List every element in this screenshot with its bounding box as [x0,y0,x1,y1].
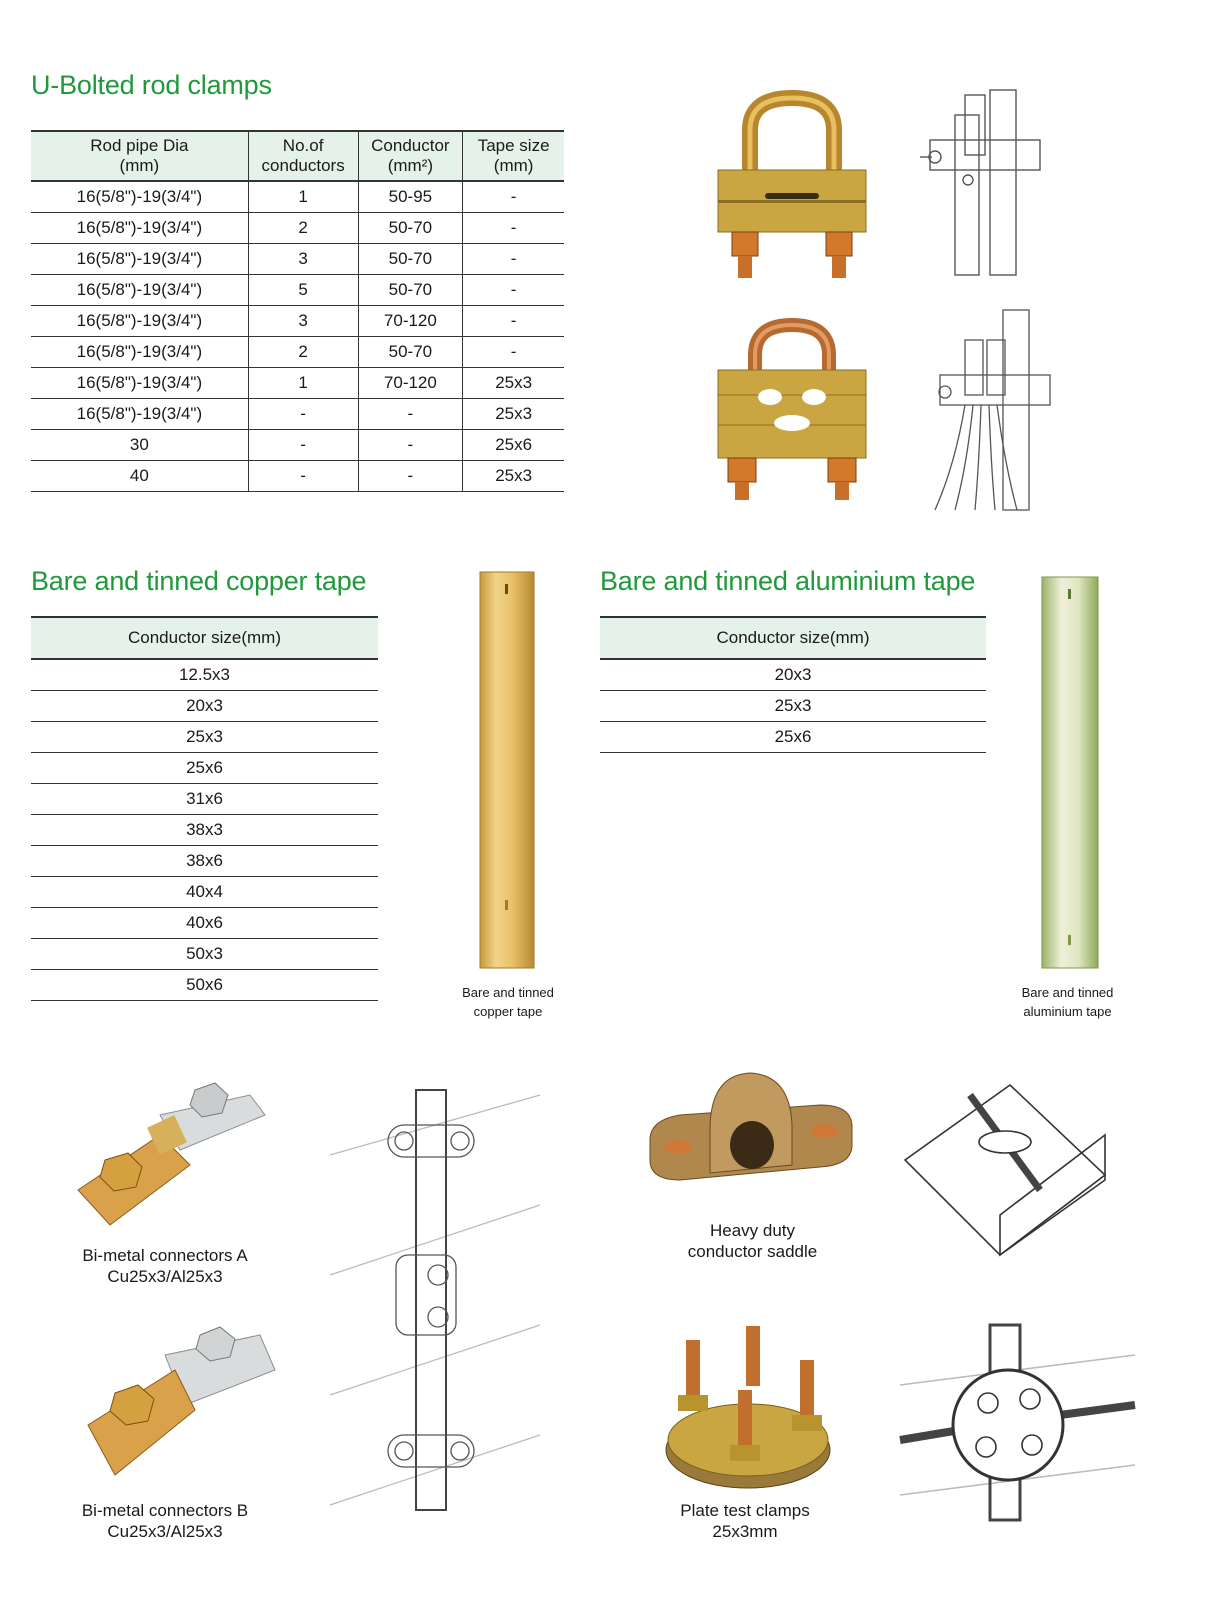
header-conductor-size: Conductor size(mm) [600,617,986,659]
table-row [31,367,564,398]
cell-conductor-size: 25x3 [31,721,378,752]
cell-conductor: - [358,398,463,429]
table-header-row [600,617,986,659]
cell-conductor-size: 38x3 [31,814,378,845]
cell-conductor-size: 38x6 [31,845,378,876]
cell-conductor-size: 25x3 [600,690,986,721]
bimetal-connector-b-photo [80,1315,280,1480]
u-bolt-clamp-drawing [920,85,1040,280]
cell-conductor: 50-70 [358,336,463,367]
table-row [600,690,986,721]
table-row [31,659,378,690]
table-row [31,336,564,367]
aluminium-tape-caption: Bare and tinned aluminium tape [1021,985,1114,1019]
plate-test-clamp-photo [660,1320,835,1495]
cell-conductor: 70-120 [358,367,463,398]
cell-conductor-size: 50x6 [31,969,378,1000]
cell-rod-pipe-dia: 16(5/8")-19(3/4") [31,305,248,336]
table-row [31,212,564,243]
table-row [31,814,378,845]
header-rod-pipe-dia: Rod pipe Dia (mm) [31,131,248,181]
cell-tape-size: - [463,305,564,336]
cell-no-of-conductors: 5 [248,274,358,305]
cell-no-of-conductors: 3 [248,243,358,274]
table-row [600,721,986,752]
plate-test-clamp-caption: Plate test clamps 25x3mm [680,1501,810,1541]
u-bolted-table [31,130,564,492]
table-row [31,783,378,814]
copper-tape-caption: Bare and tinned copper tape [462,985,554,1019]
cell-conductor: 50-70 [358,243,463,274]
table-row [31,460,564,491]
cell-no-of-conductors: 3 [248,305,358,336]
plate-test-clamp-drawing [900,1325,1135,1520]
cell-conductor-size: 40x4 [31,876,378,907]
header-conductor: Conductor (mm²) [358,131,463,181]
cell-no-of-conductors: 2 [248,336,358,367]
bimetal-connector-b-caption: Bi-metal connectors B Cu25x3/Al25x3 [81,1501,249,1541]
cell-tape-size: 25x3 [463,460,564,491]
cell-tape-size: 25x3 [463,398,564,429]
cell-rod-pipe-dia: 30 [31,429,248,460]
cell-conductor-size: 12.5x3 [31,659,378,690]
cell-conductor: - [358,429,463,460]
cell-conductor: 50-95 [358,181,463,212]
cell-tape-size: 25x6 [463,429,564,460]
cell-conductor-size: 25x6 [31,752,378,783]
conductor-saddle-caption: Heavy duty conductor saddle [687,1221,818,1261]
table-row [600,659,986,690]
copper-tape-title: Bare and tinned copper tape [31,566,367,596]
bimetal-connector-a-caption: Bi-metal connectors A Cu25x3/Al25x3 [82,1246,248,1286]
cell-conductor-size: 25x6 [600,721,986,752]
conductor-saddle-photo [640,1065,860,1205]
cell-no-of-conductors: - [248,429,358,460]
bimetal-connector-a-photo [70,1075,270,1235]
u-bolt-clamp-wires-drawing [925,305,1055,515]
pipe-clamp-drawing [330,1085,565,1515]
cell-no-of-conductors: 2 [248,212,358,243]
cell-conductor: - [358,460,463,491]
cell-conductor-size: 20x3 [600,659,986,690]
cell-tape-size: 25x3 [463,367,564,398]
header-conductor-size: Conductor size(mm) [31,617,378,659]
cell-rod-pipe-dia: 16(5/8")-19(3/4") [31,367,248,398]
table-row [31,938,378,969]
cell-conductor-size: 50x3 [31,938,378,969]
cell-no-of-conductors: - [248,460,358,491]
aluminium-tape-title: Bare and tinned aluminium tape [600,566,976,596]
cell-rod-pipe-dia: 16(5/8")-19(3/4") [31,243,248,274]
table-row [31,752,378,783]
table-row [31,845,378,876]
u-bolted-title: U-Bolted rod clamps [31,70,272,100]
aluminium-tape-photo [1040,575,1100,970]
cell-no-of-conductors: - [248,398,358,429]
table-row [31,969,378,1000]
copper-tape-photo [478,570,536,970]
cell-rod-pipe-dia: 16(5/8")-19(3/4") [31,274,248,305]
u-bolt-clamp-multi-photo [710,315,875,510]
table-row [31,305,564,336]
table-row [31,429,564,460]
aluminium-tape-table [600,616,986,753]
table-header-row [31,617,378,659]
cell-conductor: 70-120 [358,305,463,336]
cell-tape-size: - [463,181,564,212]
cell-conductor-size: 40x6 [31,907,378,938]
cell-rod-pipe-dia: 16(5/8")-19(3/4") [31,181,248,212]
table-row [31,243,564,274]
cell-tape-size: - [463,336,564,367]
header-tape-size: Tape size (mm) [463,131,564,181]
cell-rod-pipe-dia: 16(5/8")-19(3/4") [31,336,248,367]
cell-conductor-size: 31x6 [31,783,378,814]
table-row [31,907,378,938]
cell-rod-pipe-dia: 16(5/8")-19(3/4") [31,212,248,243]
table-row [31,690,378,721]
cell-conductor-size: 20x3 [31,690,378,721]
table-row [31,721,378,752]
conductor-saddle-drawing [900,1080,1110,1260]
table-row [31,398,564,429]
copper-tape-table [31,616,378,1001]
cell-no-of-conductors: 1 [248,181,358,212]
table-row [31,274,564,305]
cell-rod-pipe-dia: 16(5/8")-19(3/4") [31,398,248,429]
cell-tape-size: - [463,212,564,243]
u-bolt-clamp-photo [710,90,875,285]
cell-rod-pipe-dia: 40 [31,460,248,491]
table-header-row [31,131,564,181]
cell-no-of-conductors: 1 [248,367,358,398]
cell-conductor: 50-70 [358,212,463,243]
header-no-of-conductors: No.of conductors [248,131,358,181]
cell-conductor: 50-70 [358,274,463,305]
cell-tape-size: - [463,243,564,274]
cell-tape-size: - [463,274,564,305]
table-row [31,181,564,212]
table-row [31,876,378,907]
